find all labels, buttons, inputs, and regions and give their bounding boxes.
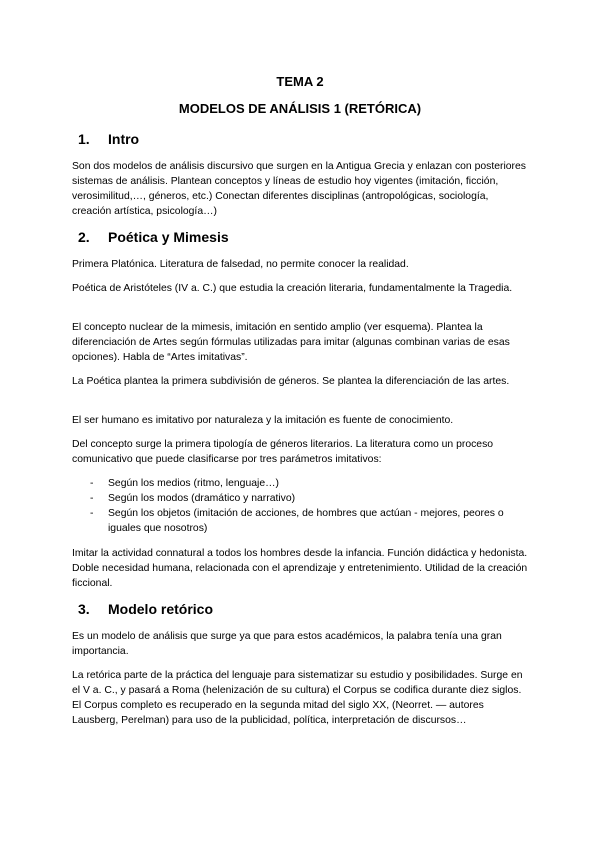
- section-heading-retorico: [78, 601, 213, 617]
- paragraph: La Poética plantea la primera subdivisión de géneros. Se plantea la diferenciación de las artes.: [72, 376, 510, 387]
- section-heading-poetica: [78, 229, 229, 245]
- intro-paragraph: Son dos modelos de análisis discursivo que surgen en la Antigua Grecia y enlazan con posteriores sistemas de análisis. Plantean conceptos y líneas de estudio hoy vigentes (imitación, ficción, verosimilitud,…, géneros, etc.) Conectan diferentes disciplinas (antropológicas, sociología, creación artística, psicología…): [72, 161, 526, 217]
- list-item: - Según los modos (dramático y narrativo): [90, 493, 296, 504]
- section-heading-intro: [78, 131, 139, 147]
- section-number: 2.: [78, 229, 90, 245]
- paragraph: Poética de Aristóteles (IV a. C.) que estudia la creación literaria, fundamentalmente la Tragedia.: [72, 283, 513, 294]
- paragraph: Del concepto surge la primera tipología de géneros literarios. La literatura como un proceso comunicativo que puede clasificarse por tres parámetros imitativos:: [72, 439, 494, 465]
- parameters-list: [72, 476, 528, 536]
- section-title: Modelo retórico: [108, 601, 214, 617]
- section-number: 3.: [78, 601, 90, 617]
- paragraph: Es un modelo de análisis que surge ya que para estos académicos, la palabra tenía una gran importancia.: [72, 631, 502, 657]
- document-title: MODELOS DE ANÁLISIS 1 (RETÓRICA): [178, 101, 422, 116]
- list-item: - Según los medios (ritmo, lenguaje…): [90, 478, 279, 489]
- section-number: 1.: [78, 131, 90, 147]
- list-item: - Según los objetos (imitación de acciones, de hombres que actúan - mejores, peores o iguales que nosotros): [90, 508, 504, 534]
- tema-label: TEMA 2: [276, 74, 324, 89]
- paragraph: El concepto nuclear de la mimesis, imitación en sentido amplio (ver esquema). Plantea la diferenciación de Artes según fórmulas utilizadas para imitar (algunas combinan varias de esas opciones). Habla de “Artes imitativas”.: [72, 322, 510, 363]
- paragraph: Imitar la actividad connatural a todos los hombres desde la infancia. Función didáctica y hedonista. Doble necesidad humana, relacionada con el aprendizaje y entretenimiento. Utilidad de la creación ficcional.: [72, 548, 528, 589]
- section-title: Intro: [108, 131, 140, 147]
- section-title: Poética y Mimesis: [108, 229, 229, 245]
- paragraph: La retórica parte de la práctica del lenguaje para sistematizar su estudio y posibilidades. Surge en el V a. C., y pasará a Roma (helenización de su cultura) el Corpus se codifica durante diez siglos. El Corpus completo es recuperado en la segunda mitad del siglo XX, (Neorret. — autores Lausberg, Perelman) para uso de la publicidad, política, interpretación de discursos…: [72, 670, 523, 726]
- paragraph: El ser humano es imitativo por naturaleza y la imitación es fuente de conocimiento.: [72, 415, 454, 426]
- paragraph: Primera Platónica. Literatura de falsedad, no permite conocer la realidad.: [72, 259, 409, 270]
